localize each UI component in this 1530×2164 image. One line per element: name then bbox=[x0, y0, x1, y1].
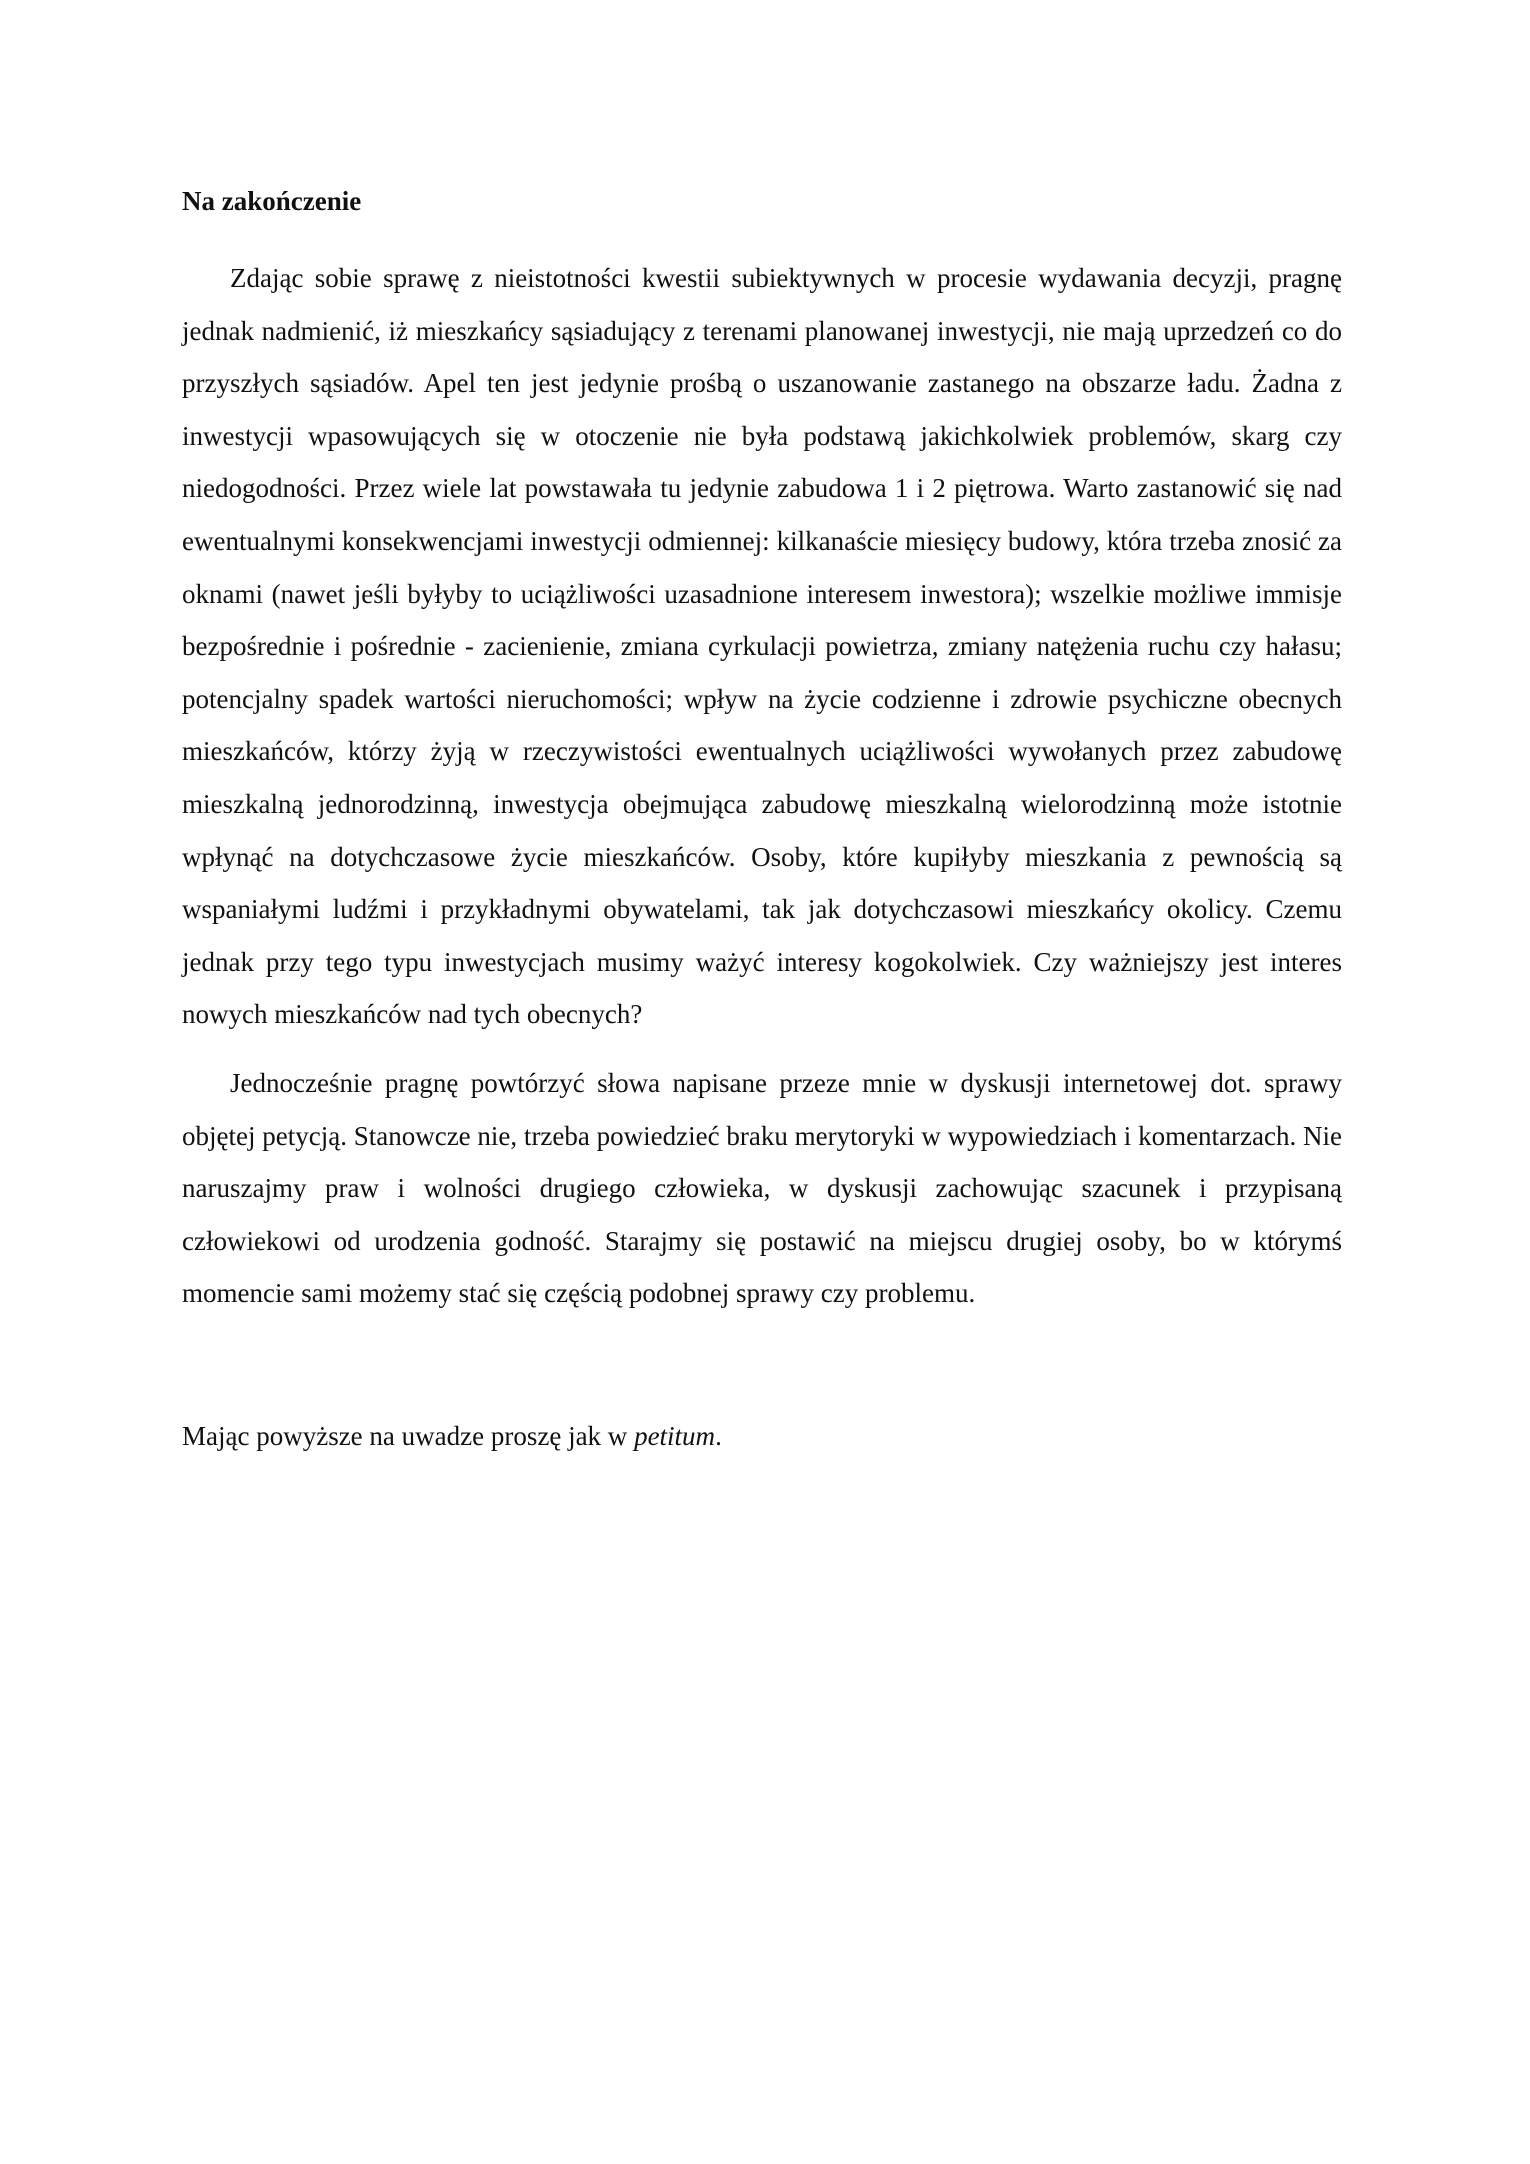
section-heading: Na zakończenie bbox=[182, 186, 362, 216]
closing-end: . bbox=[715, 1420, 722, 1451]
document-page bbox=[182, 175, 1342, 1462]
closing-text: Mając powyższe na uwadze proszę jak w bbox=[182, 1420, 635, 1451]
paragraph-conclusion: Zdając sobie sprawę z nieistotności kwestii subiektywnych w procesie wydawania decyzji, pragnę jednak nadmienić, iż mieszkańcy sąsiadujący z terenami planowanej inwestycji, nie mają uprzedzeń co do przyszłych sąsiadów. Apel ten jest jedynie prośbą o uszanowanie zastanego na obszarze ładu. Żadna z inwestycji wpasowujących się w otoczenie nie była podstawą jakichkolwiek problemów, skarg czy niedogodności. Przez wiele lat powstawała tu jedynie zabudowa 1 i 2 piętrowa. Warto zastanowić się nad ewentualnymi konsekwencjami inwestycji odmiennej: kilkanaście miesięcy budowy, która trzeba znosić za oknami (nawet jeśli byłyby to uciążliwości uzasadnione interesem inwestora); wszelkie możliwe immisje bezpośrednie i pośrednie - zacienienie, zmiana cyrkulacji powietrza, zmiany natężenia ruchu czy hałasu; potencjalny spadek wartości nieruchomości; wpływ na życie codzienne i zdrowie psychiczne obecnych mieszkańców, którzy żyją w rzeczywistości ewentualnych uciążliwości wywołanych przez zabudowę mieszkalną jednorodzinną, inwestycja obejmująca zabudowę mieszkalną wielorodzinną może istotnie wpłynąć na dotychczasowe życie mieszkańców. Osoby, które kupiłyby mieszkania z pewnością są wspaniałymi ludźmi i przykładnymi obywatelami, tak jak dotychczasowi mieszkańcy okolicy. Czemu jednak przy tego typu inwestycjach musimy ważyć interesy kogokolwiek. Czy ważniejszy jest interes nowych mieszkańców nad tych obecnych? bbox=[182, 263, 1342, 1030]
closing-statement bbox=[182, 1410, 1342, 1463]
paragraph-appeal: Jednocześnie pragnę powtórzyć słowa napisane przeze mnie w dyskusji internetowej dot. sprawy objętej petycją. Stanowcze nie, trzeba powiedzieć braku merytoryki w wypowiedziach i komentarzach. Nie naruszajmy praw i wolności drugiego człowieka, w dyskusji zachowując szacunek i przypisaną człowiekowi od urodzenia godność. Starajmy się postawić na miejscu drugiej osoby, bo w którymś momencie sami możemy stać się częścią podobnej sprawy czy problemu. bbox=[182, 1067, 1342, 1309]
closing-italic-term: petitum bbox=[634, 1420, 716, 1451]
